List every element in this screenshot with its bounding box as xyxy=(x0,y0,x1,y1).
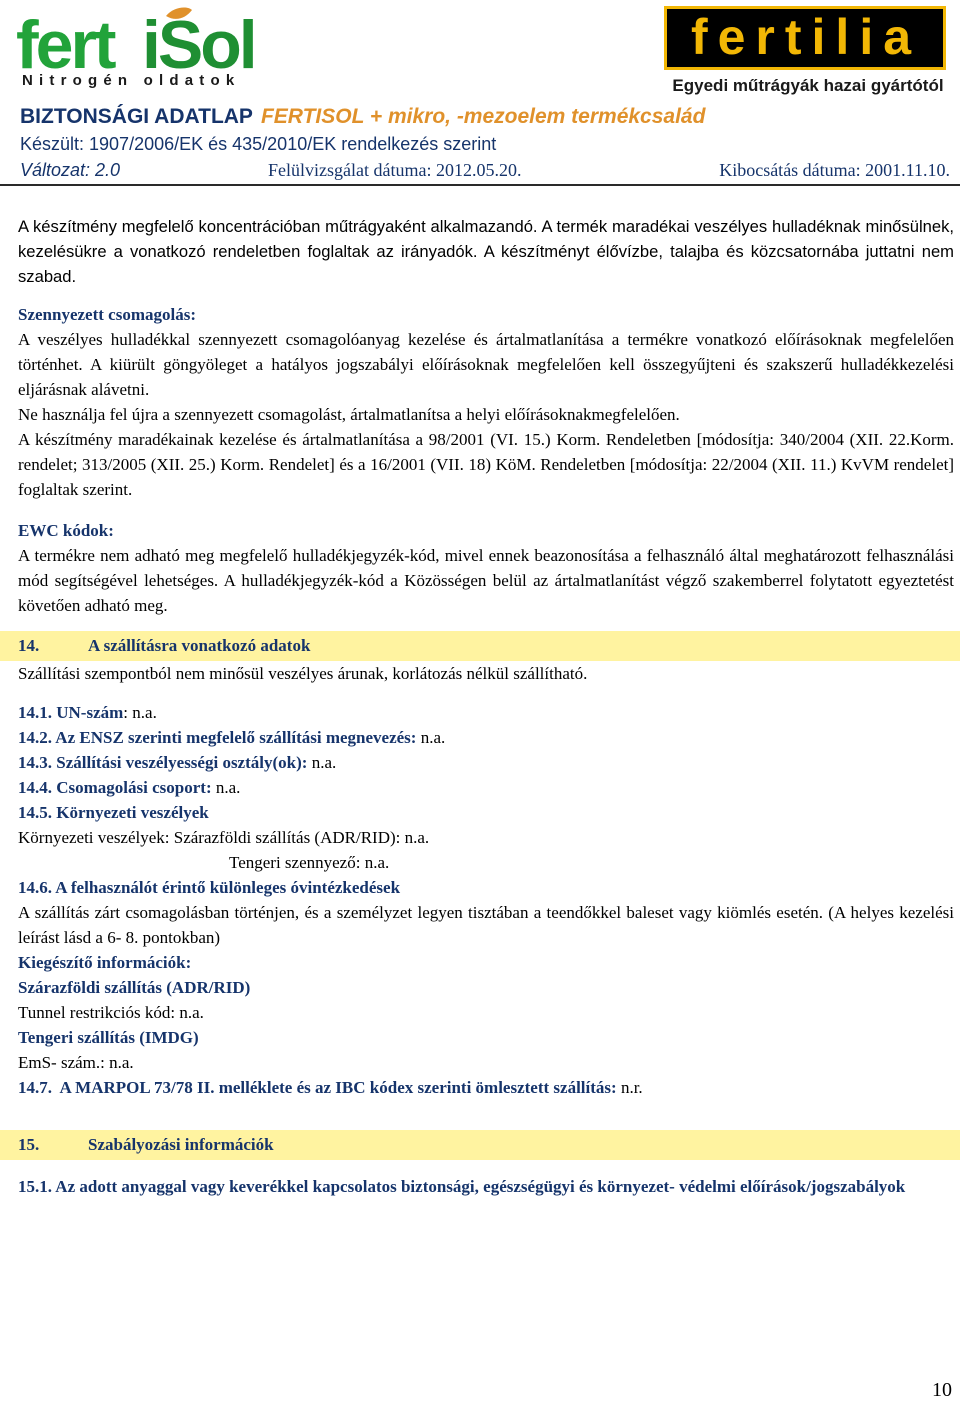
header-divider xyxy=(0,184,960,186)
ewc-heading: EWC kódok: xyxy=(18,521,114,540)
packaging-heading: Szennyezett csomagolás: xyxy=(18,305,196,324)
adr-heading: Szárazföldi szállítás (ADR/RID) xyxy=(18,978,251,997)
section-15-title: Szabályozási információk xyxy=(88,1135,274,1154)
imdg-heading: Tengeri szállítás (IMDG) xyxy=(18,1028,199,1047)
fertilia-wordmark: fertilia xyxy=(690,9,922,65)
packaging-paragraph-2: Ne használja fel újra a szennyezett csomagolást, ártalmatlanítsa a helyi előírásoknakmegfelelően. xyxy=(18,405,680,424)
item-14-6-text: A szállítás zárt csomagolásban történjen, és a személyzet legyen tisztában a teendőkkel baleset vagy kiömlés esetén. (A helyes kezelési leírást lásd a 6- 8. pontokban) xyxy=(18,903,954,947)
fertilia-tagline: Egyedi műtrágyák hazai gyártótól xyxy=(672,76,944,95)
fertisol-subtitle: Nitrogén oldatok xyxy=(22,72,241,89)
page-number: 10 xyxy=(932,1379,952,1401)
issue-date: Kibocsátás dátuma: 2001.11.10. xyxy=(719,160,950,180)
fertilia-logo xyxy=(664,6,946,102)
regulation-line: Készült: 1907/2006/EK és 435/2010/EK rendelkezés szerint xyxy=(20,134,497,154)
section-14-title: A szállításra vonatkozó adatok xyxy=(88,636,311,655)
intro-paragraph: A készítmény megfelelő koncentrációban műtrágyaként alkalmazandó. A termék maradékai veszélyes hulladéknak minősülnek, kezelésükre a vonatkozó rendeletben foglaltak az irányadók. A készítményt élővízbe, talajba és közcsatornába juttatni nem szabad. xyxy=(18,217,954,286)
item-14-6: 14.6. A felhasználót érintő különleges óvintézkedések xyxy=(18,878,401,897)
version-line xyxy=(20,159,950,181)
review-date: Felülvizsgálat dátuma: 2012.05.20. xyxy=(268,160,522,180)
product-name: FERTISOL + mikro, -mezoelem termékcsalád xyxy=(260,105,706,128)
item-14-4: 14.4. Csomagolási csoport: n.a. xyxy=(18,778,241,797)
ems-number: EmS- szám.: n.a. xyxy=(18,1053,134,1072)
fertisol-wordmark xyxy=(16,6,256,74)
tunnel-code: Tunnel restrikciós kód: n.a. xyxy=(18,1003,204,1022)
fertisol-word-b: iSol xyxy=(142,7,255,74)
document-title xyxy=(20,104,705,130)
document-body xyxy=(18,214,954,1199)
packaging-paragraph-1: A veszélyes hulladékkal szennyezett csomagolóanyag kezelése és ártalmatlanítása a termékre vonatkozó előírásoknak megfelelően történhet. A kiürült göngyöleget a hatályos jogszabályi előírásoknak megfelelően kell összegyűjteni és szakszerű hulladékkezelési eljárásnak alávetni. xyxy=(18,330,954,399)
extra-info-heading: Kiegészítő információk: xyxy=(18,953,192,972)
section-14-heading xyxy=(0,631,960,661)
item-14-5: 14.5. Környezeti veszélyek xyxy=(18,803,209,822)
section-15-number: 15. xyxy=(18,1135,40,1154)
item-14-2: 14.2. Az ENSZ szerinti megfelelő szállítási megnevezés: n.a. xyxy=(18,728,446,747)
item-14-3: 14.3. Szállítási veszélyességi osztály(ok): n.a. xyxy=(18,753,337,772)
section-14-number: 14. xyxy=(18,636,40,655)
env-hazard-land: Környezeti veszélyek: Szárazföldi szállítás (ADR/RID): n.a. xyxy=(18,828,430,847)
version: Változat: 2.0 xyxy=(20,160,121,180)
fertisol-logo xyxy=(16,6,256,94)
section-14-intro: Szállítási szempontból nem minősül veszélyes árunak, korlátozás nélkül szállítható. xyxy=(18,664,588,683)
section-15-heading xyxy=(0,1130,960,1160)
ewc-paragraph: A termékre nem adható meg megfelelő hulladékjegyzék-kód, mivel ennek beazonosítása a felhasználó által meghatározott felhasználási mód segítségével lehetséges. A hulladékjegyzék-kód a Közösségen belül az ártalmatlanítást végző szakemberrel folytatott egyeztetést követően adható meg. xyxy=(18,546,954,615)
packaging-paragraph-3: A készítmény maradékainak kezelése és ártalmatlanítása a 98/2001 (VI. 15.) Korm. Rendeletben [módosítja: 340/2004 (XII. 22.Korm. rendelet; 313/2005 (XII. 25.) Korm. Rendelet] és a 16/2001 (VII. 18) KöM. Rendeletben [módosítja: 22/2004 (XII. 11.) KvVM rendelet] foglaltak szerint. xyxy=(18,430,954,499)
fertisol-word-a: fert xyxy=(16,7,114,74)
env-hazard-sea: Tengeri szennyező: n.a. xyxy=(229,853,390,872)
item-15-1: 15.1. Az adott anyaggal vagy keverékkel kapcsolatos biztonsági, egészségügyi és környezet- védelmi előírások/jogszabályok xyxy=(18,1177,906,1196)
item-14-1: 14.1. UN-szám: n.a. xyxy=(18,703,157,722)
item-14-7: 14.7. A MARPOL 73/78 II. melléklete és az IBC kódex szerinti ömlesztett szállítás: n.r. xyxy=(18,1078,643,1097)
doc-type: BIZTONSÁGI ADATLAP xyxy=(20,105,253,128)
